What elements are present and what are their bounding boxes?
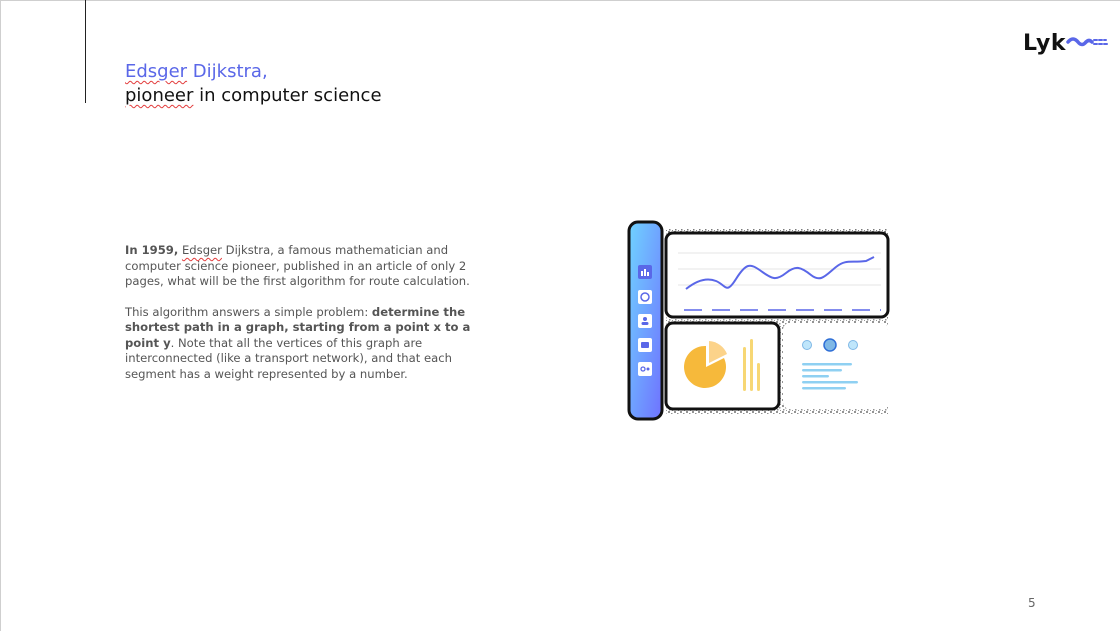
slide-title: [125, 60, 382, 108]
body-text: [125, 243, 495, 397]
title-subtitle-rest: in computer science: [193, 85, 382, 106]
bar-chart-icon: [638, 265, 652, 279]
spellcheck-word[interactable]: Edsger: [125, 61, 188, 82]
lyko-wave-icon: [1066, 28, 1110, 58]
dot-2: [824, 339, 836, 351]
dot-1: [803, 341, 812, 350]
paragraph-1-name: Edsger: [181, 243, 222, 257]
folder-icon: [638, 338, 652, 352]
line-chart-card: [666, 233, 888, 317]
paragraph-2: [125, 305, 495, 383]
paragraph-2-rest: . Note that all the vertices of this graph are interconnected (like a transport network), and that each segment has a weight represented by a number.: [125, 335, 452, 381]
slide-border-top: [0, 0, 1120, 1]
dashboard-illustration: [626, 219, 892, 424]
paragraph-2-bold: determine the shortest path in a graph, starting from a point x to a point y: [125, 304, 471, 350]
title-name-rest: Dijkstra,: [187, 61, 268, 82]
logo-text: Lyk: [1023, 30, 1066, 56]
spellcheck-word[interactable]: pioneer: [125, 85, 194, 106]
page-number: 5: [1028, 596, 1036, 610]
bar-3: [757, 363, 760, 391]
title-subtitle[interactable]: [125, 84, 382, 108]
text-line-1: [802, 363, 852, 366]
title-name[interactable]: [125, 60, 382, 84]
settings-icon: [638, 362, 652, 376]
globe-icon: [638, 290, 652, 304]
slide-border-left: [0, 0, 1, 631]
bar-1: [743, 347, 746, 391]
text-line-5: [802, 387, 846, 390]
decorative-vertical-line: [85, 0, 86, 103]
text-line-4: [802, 381, 858, 384]
paragraph-1: [125, 243, 495, 290]
text-line-3: [802, 375, 829, 378]
paragraph-1-year: In 1959,: [125, 243, 179, 257]
paragraph-1-rest: Dijkstra, a famous mathematician and computer science pioneer, published in an article of only 2 pages, what will be the first algorithm for route calculation.: [125, 243, 470, 288]
bar-2: [750, 339, 753, 391]
text-line-2: [802, 369, 842, 372]
dot-3: [849, 341, 858, 350]
paragraph-2-intro: This algorithm answers a simple problem:: [125, 304, 372, 319]
info-card: [783, 323, 888, 409]
user-icon: [638, 314, 652, 328]
company-logo: [1023, 28, 1110, 58]
